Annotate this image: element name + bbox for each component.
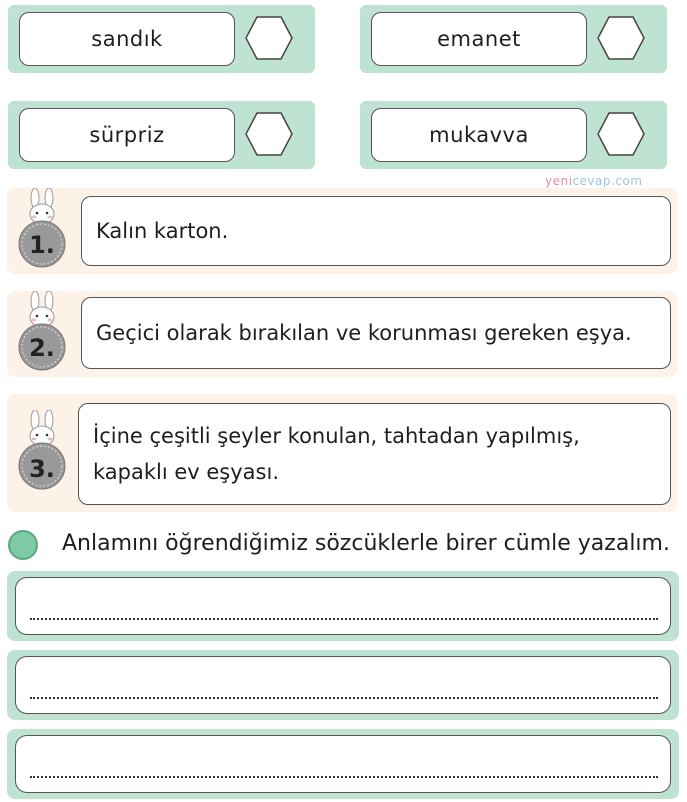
definition-number: 1.: [29, 231, 55, 259]
writing-card-3: [7, 729, 679, 799]
writing-card-1: [7, 571, 679, 641]
word-card-surpriz: [8, 101, 315, 169]
definition-number: 3.: [29, 455, 55, 483]
hexagon-answer-box[interactable]: [244, 15, 294, 61]
dotted-line: [30, 776, 658, 778]
hexagon-answer-box[interactable]: [596, 15, 646, 61]
dotted-line: [30, 618, 658, 620]
writing-card-2: [7, 650, 679, 720]
word-label: sandık: [19, 12, 235, 66]
writing-field[interactable]: [15, 656, 671, 714]
dotted-line: [30, 697, 658, 699]
word-card-emanet: [360, 5, 667, 73]
definition-text: İçine çeşitli şeyler konulan, tahtadan yapılmış, kapaklı ev eşyası.: [78, 403, 671, 505]
instruction-text: Anlamını öğrendiğimiz sözcüklerle birer cümle yazalım.: [62, 531, 670, 556]
word-label: sürpriz: [19, 108, 235, 162]
definition-row-1: [7, 188, 677, 274]
writing-field[interactable]: [15, 577, 671, 635]
word-label: emanet: [371, 12, 587, 66]
word-label: mukavva: [371, 108, 587, 162]
instruction-bullet-icon: [8, 530, 38, 560]
definition-text: Kalın karton.: [81, 196, 671, 266]
definition-row-3: [7, 394, 677, 512]
definition-row-2: [7, 291, 677, 377]
watermark: yenicevap.com: [545, 174, 643, 188]
hexagon-answer-box[interactable]: [596, 111, 646, 157]
word-card-sandik: [8, 5, 315, 73]
definition-text: Geçici olarak bırakılan ve korunması gereken eşya.: [81, 297, 671, 369]
definition-number: 2.: [29, 334, 55, 362]
writing-field[interactable]: [15, 735, 671, 793]
word-card-mukavva: [360, 101, 667, 169]
hexagon-answer-box[interactable]: [244, 111, 294, 157]
